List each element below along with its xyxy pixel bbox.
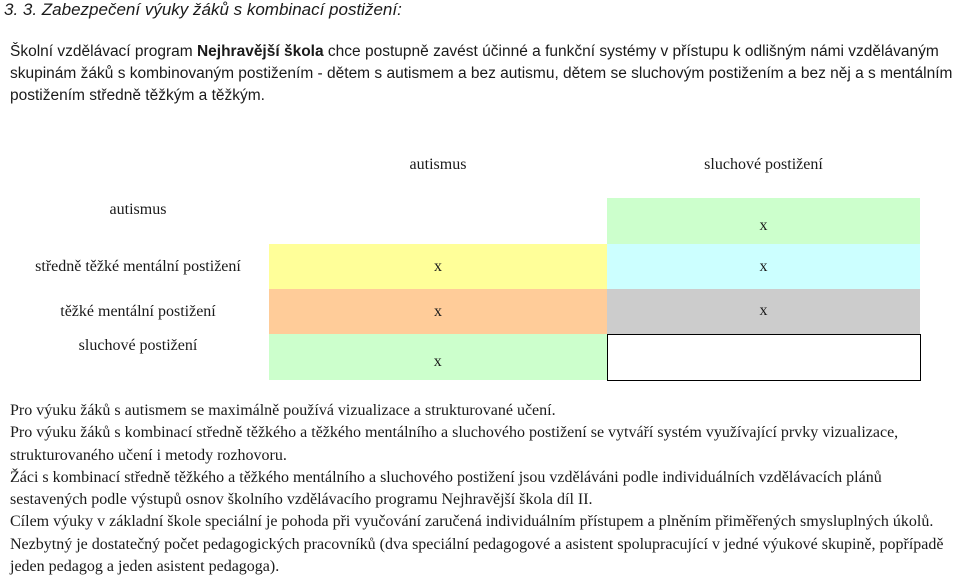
matrix-corner-cell: [7, 131, 269, 198]
matrix-cell-hearing-hearing: [607, 334, 920, 380]
body-paragraphs: [10, 400, 958, 578]
matrix-col-header-autism: autismus: [409, 155, 467, 173]
matrix-cell-moderate-mental-autism: x: [269, 244, 607, 289]
matrix-row-label-hearing: sluchové postižení: [78, 337, 198, 354]
matrix-cell-autism-hearing: x: [607, 198, 920, 244]
paragraph-individual-plans: Žáci s kombinací středně těžkého a těžkého mentálního a sluchového postižení jsou vzděláváni podle individuálních vzdělávacích plánů sestavených podle výstupů osnov školního vzdělávacího programu Nejhravější škola díl II.: [10, 468, 882, 509]
intro-text-end: chce postupně zavést účinné a funkční systémy v přístupu k odlišným námi vzdělávaným skupinám žáků s kombinovaným postižením - dětem s autismem a bez autismu, dětem se sluchovým postižením a bez něj a s mentálním postižením středně těžkým a těžkým.: [10, 43, 953, 104]
paragraph-teaching-goal: Cílem výuky v základní škole speciální je pohoda při vyučování zaručená individuálním přístupem a plněním přiměřených smysluplných úkolů. Nezbytný je dostatečný počet pedagogických pracovníků (dva speciální pedagogové a asistent spolupracující v jedné výukové skupině, popřípadě jeden pedagog a jeden asistent pedagoga).: [10, 513, 944, 576]
matrix-cell-moderate-mental-hearing: x: [607, 244, 920, 289]
matrix-cell-severe-mental-hearing: x: [607, 289, 920, 334]
matrix-row-label-moderate-mental: středně těžké mentální postižení: [35, 257, 241, 275]
matrix-cell-hearing-autism: x: [269, 334, 607, 380]
paragraph-autism-teaching: Pro výuku žáků s autismem se maximálně používá vizualizace a strukturované učení.: [10, 402, 556, 419]
intro-paragraph: [10, 41, 955, 107]
matrix-row-label-severe-mental: těžké mentální postižení: [60, 302, 216, 320]
program-name: Nejhravější škola: [196, 43, 324, 60]
matrix-cell-autism-autism: [269, 198, 607, 244]
matrix-row-label-autism: autismus: [109, 201, 167, 218]
intro-text-start: Školní vzdělávací program: [10, 43, 197, 60]
paragraph-combined-teaching: Pro výuku žáků s kombinací středně těžkého a těžkého mentálního a sluchového postižení se vytváří systém využívající prvky vizualizace, strukturovaného učení i metody rozhovoru.: [10, 424, 899, 464]
matrix-col-header-hearing: sluchové postižení: [704, 155, 823, 173]
disability-combination-matrix: [7, 131, 921, 381]
matrix-cell-severe-mental-autism: x: [269, 289, 607, 334]
section-heading: 3. 3. Zabezpečení výuky žáků s kombinací postižení:: [4, 0, 402, 19]
